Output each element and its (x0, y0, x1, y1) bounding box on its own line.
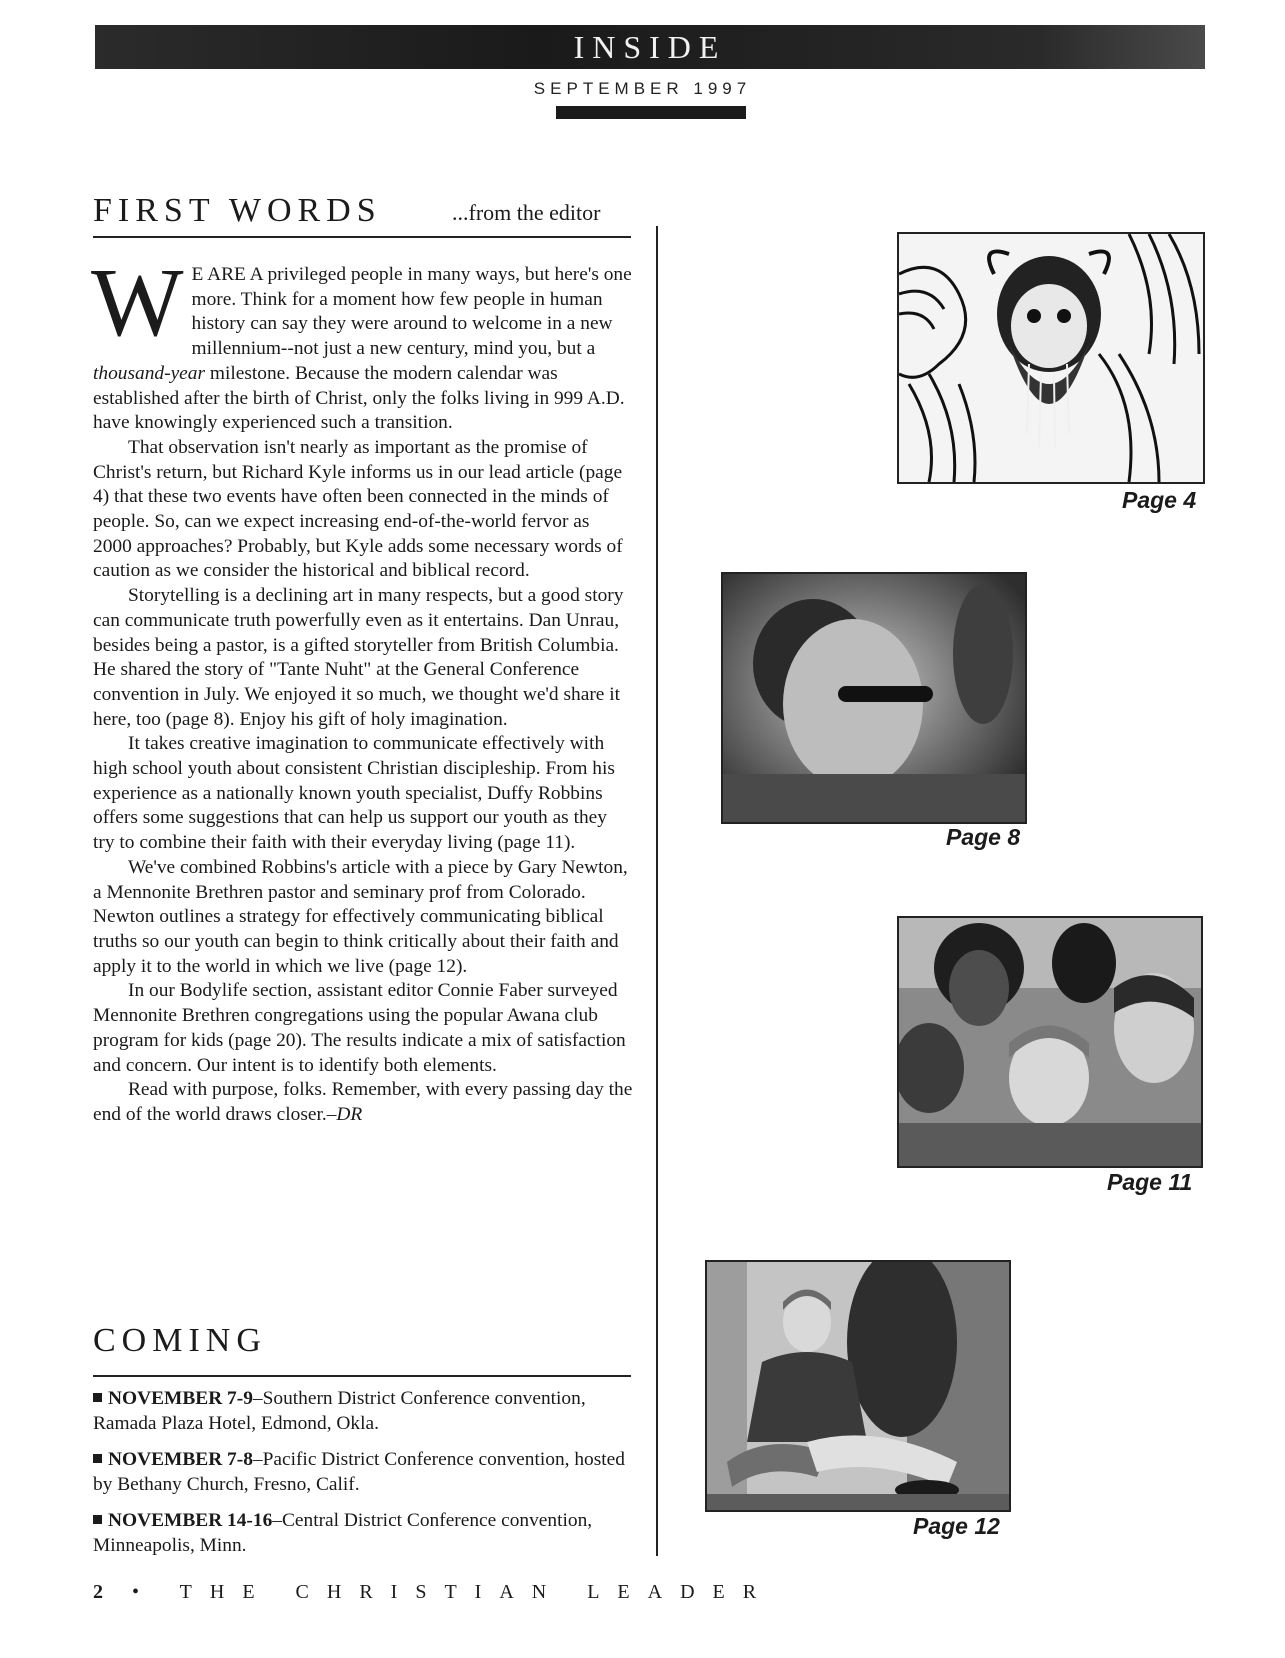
event-item (93, 1387, 633, 1436)
column-divider (656, 226, 658, 1556)
events-list (93, 1387, 633, 1570)
publication-name: THE CHRISTIAN LEADER (179, 1581, 775, 1603)
paragraph-5: We've combined Robbins's article with a piece by Gary Newton, a Mennonite Brethren pastor and seminary prof from Colorado. Newton outlines a strategy for effectively communicating biblical truths so our youth can begin to think critically about their faith and apply it to the world in which we live (page 12). (93, 856, 628, 977)
event-date: NOVEMBER 14-16 (108, 1510, 273, 1531)
page-title: INSIDE (573, 28, 727, 65)
event-description: –Central District Conference convention, Minneapolis, Minn. (93, 1510, 593, 1556)
heading-rule (93, 236, 631, 238)
drop-cap: W (91, 249, 184, 357)
event-item (93, 1448, 633, 1497)
footer-separator: • (132, 1581, 158, 1603)
woodcut-illustration (897, 232, 1205, 484)
bullet-icon (93, 1515, 102, 1524)
header-rule (556, 106, 746, 119)
first-words-heading: FIRST WORDS (93, 192, 382, 229)
page-number: 2 (93, 1581, 109, 1603)
editor-signature: –DR (326, 1103, 363, 1125)
event-description: –Pacific District Conference convention, hosted by Bethany Church, Fresno, Calif. (93, 1449, 625, 1495)
paragraph-text: Read with purpose, folks. Remember, with every passing day the end of the world draws closer. (93, 1079, 633, 1125)
paragraph-7 (93, 1078, 633, 1127)
paragraph-1 (91, 249, 633, 436)
header-banner (95, 25, 1205, 69)
coming-rule (93, 1375, 631, 1377)
paragraph-2: That observation isn't nearly as important as the promise of Christ's return, but Richard Kyle informs us in our lead article (page 4) that these two events have often been connected in the minds of people. So, can we expect increasing end-of-the-world fervor as 2000 approaches? Probably, but Kyle adds some necessary words of caution as we consider the historical and biblical record. (93, 436, 623, 582)
editor-byline: ...from the editor (452, 200, 601, 225)
paragraph-text: milestone. Because the modern calendar was established after the birth of Christ, only the folks living in 999 A.D. have knowingly experienced such a transition. (93, 362, 625, 434)
paragraph-6: In our Bodylife section, assistant editor Connie Faber surveyed Mennonite Brethren congregations using the popular Awana club program for kids (page 20). The results indicate a mix of satisfaction and concern. Our intent is to identify both elements. (93, 980, 626, 1076)
paragraph-text: E ARE A privileged people in many ways, but here's one more. Think for a moment how few people in human history can say they were around to welcome in a new millennium--not just a new century, mind you, but a (191, 264, 632, 360)
coming-heading: COMING (93, 1322, 267, 1359)
issue-date: SEPTEMBER 1997 (533, 79, 752, 98)
paragraph-3: Storytelling is a declining art in many respects, but a good story can communicate truth powerfully even as it entertains. Dan Unrau, besides being a pastor, is a gifted storyteller from British Columbia. He shared the story of "Tante Nuht" at the General Conference convention in July. We enjoyed it so much, we thought we'd share it here, too (page 8). Enjoy his gift of holy imagination. (93, 585, 624, 730)
photo-caption: Page 12 (913, 1513, 1000, 1539)
photo-caption: Page 8 (946, 824, 1021, 850)
event-item (93, 1509, 633, 1558)
photo-caption: Page 11 (1107, 1169, 1193, 1195)
youth-group-photo (897, 916, 1203, 1168)
bullet-icon (93, 1454, 102, 1463)
photo-caption: Page 4 (1122, 487, 1197, 513)
portrait-photo (721, 572, 1027, 824)
page-footer (93, 1581, 774, 1604)
paragraph-4: It takes creative imagination to communicate effectively with high school youth about consistent Christian discipleship. From his experience as a nationally known youth specialist, Duffy Robbins offers some suggestions that can help us support our youth as they try to combine their faith with their everyday living (page 11). (93, 733, 615, 854)
emphasis-text: thousand-year (93, 362, 206, 384)
event-date: NOVEMBER 7-8 (108, 1449, 253, 1470)
event-description: –Southern District Conference convention, Ramada Plaza Hotel, Edmond, Okla. (93, 1388, 586, 1434)
bullet-icon (93, 1393, 102, 1402)
editorial-body (91, 249, 633, 1128)
seated-youth-photo (705, 1260, 1011, 1512)
event-date: NOVEMBER 7-9 (108, 1388, 253, 1409)
